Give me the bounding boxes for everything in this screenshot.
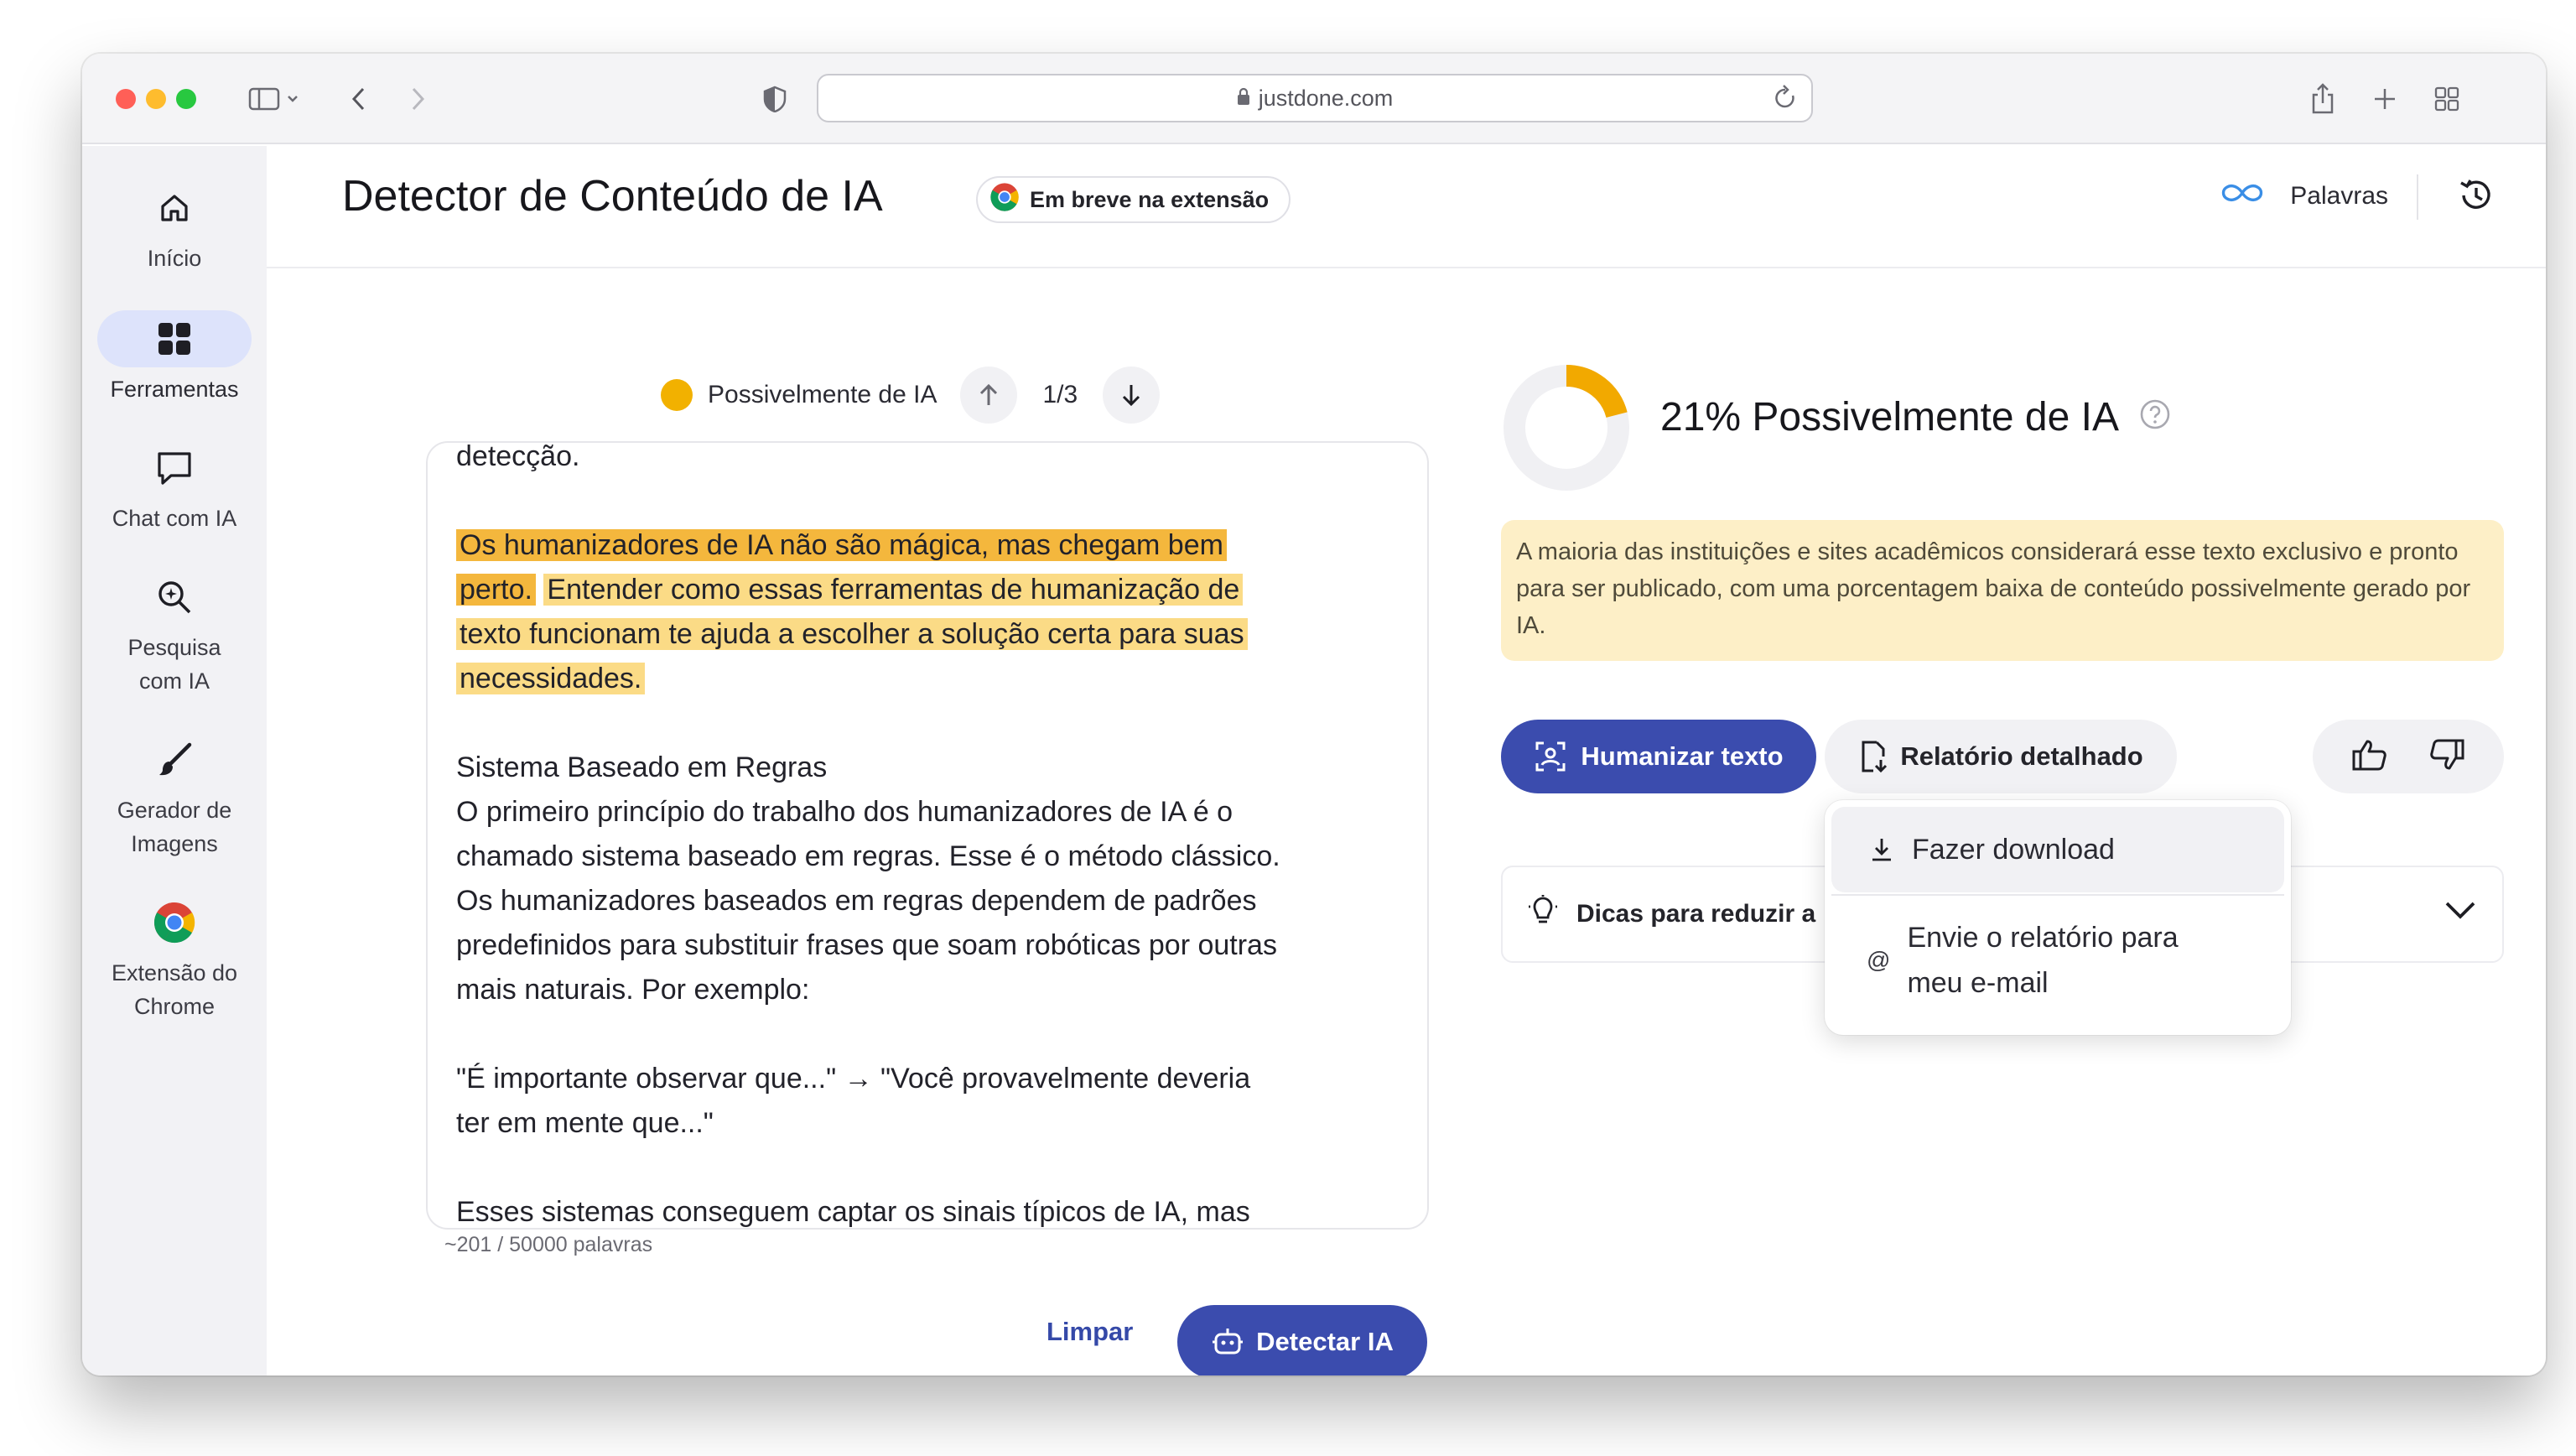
ai-segment-label: Possivelmente de IA: [708, 381, 937, 408]
sidebar-item-label: Extensão do Chrome: [111, 960, 238, 1019]
words-balance[interactable]: [2220, 171, 2388, 221]
text-line: Os humanizadores baseados em regras dependem de padrões: [456, 885, 1257, 917]
clear-button[interactable]: Limpar: [1046, 1317, 1134, 1346]
next-segment-button[interactable]: [1103, 367, 1160, 424]
download-report-option[interactable]: [1831, 807, 2284, 892]
sidebar-item-pesquisa-com-ia[interactable]: [82, 569, 267, 698]
sidebar-item-label: Chat com IA: [112, 506, 237, 531]
ai-score-donut: [1499, 361, 1633, 499]
new-tab-icon[interactable]: [2368, 77, 2402, 121]
brush-icon: [97, 731, 252, 788]
ai-segment-navigator: [661, 366, 1160, 424]
sidebar-item-inicio[interactable]: [82, 179, 267, 275]
chat-icon: [97, 439, 252, 497]
humanize-label: Humanizar texto: [1581, 741, 1784, 771]
thumbs-down-icon[interactable]: [2428, 738, 2465, 776]
highlight-soft[interactable]: Entender como essas ferramentas de humanização de: [543, 574, 1243, 606]
main-content: [267, 146, 2546, 1375]
ai-indicator-dot: [661, 379, 693, 411]
forward-arrow-icon[interactable]: [401, 77, 434, 121]
sidebar-item-chat-com-ia[interactable]: [82, 439, 267, 535]
sidebar-item-label: Gerador de Imagens: [117, 798, 232, 856]
highlight-strong[interactable]: perto.: [456, 574, 536, 606]
address-bar[interactable]: [817, 74, 1813, 122]
text-line: detecção.: [456, 441, 580, 472]
sidebar-item-label: Ferramentas: [110, 377, 239, 402]
detailed-report-label: Relatório detalhado: [1900, 741, 2143, 771]
robot-icon: [1211, 1325, 1244, 1359]
back-arrow-icon[interactable]: [342, 77, 376, 121]
extension-badge[interactable]: [976, 176, 1291, 223]
sidebar-item-label: Pesquisa com IA: [127, 635, 221, 694]
help-icon[interactable]: [2139, 394, 2171, 440]
reload-icon[interactable]: [1773, 84, 1798, 118]
words-label: Palavras: [2290, 182, 2388, 210]
extension-badge-label: Em breve na extensão: [1030, 186, 1270, 212]
grid-icon: [97, 310, 252, 367]
text-line: mais naturais. Por exemplo:: [456, 974, 810, 1006]
page-title: Detector de Conteúdo de IA: [342, 172, 883, 221]
email-report-option[interactable]: [1831, 897, 2284, 1023]
history-icon[interactable]: [2457, 176, 2496, 219]
sidebar-item-ferramentas[interactable]: [82, 310, 267, 406]
search-icon: [97, 569, 252, 626]
at-sign-icon: @: [1867, 947, 1891, 973]
url-text: justdone.com: [1258, 85, 1394, 111]
sidebar-item-gerador-de-imagens[interactable]: [82, 731, 267, 861]
result-title: [1660, 394, 2171, 440]
share-icon[interactable]: [2306, 77, 2340, 121]
browser-toolbar: [82, 54, 2546, 144]
word-count: ~201 / 50000 palavras: [444, 1233, 653, 1256]
highlight-soft[interactable]: texto funcionam te ajuda a escolher a solução certa para suas: [456, 618, 1248, 650]
header-divider: [2417, 174, 2418, 220]
text-line: O primeiro princípio do trabalho dos humanizadores de IA é o: [456, 796, 1233, 828]
text-line: "É importante observar que..." → "Você provavelmente deveria: [456, 1063, 1251, 1095]
highlight-soft[interactable]: necessidades.: [456, 663, 645, 694]
browser-window: [82, 54, 2546, 1375]
email-label-line-1: Envie o relatório para: [1907, 922, 2179, 954]
text-line: Sistema Baseado em Regras: [456, 751, 828, 783]
previous-segment-button[interactable]: [960, 367, 1017, 424]
highlight-strong[interactable]: Os humanizadores de IA não são mágica, mas chegam bem: [456, 529, 1227, 561]
sidebar-toggle-icon[interactable]: [242, 77, 309, 121]
sidebar-item-extensao-do-chrome[interactable]: [82, 894, 267, 1023]
feedback-buttons: [2313, 720, 2504, 793]
privacy-shield-icon[interactable]: [758, 77, 792, 121]
app-sidebar: [82, 146, 267, 1375]
result-score-label: 21% Possivelmente de IA: [1660, 395, 2119, 439]
text-line: Esses sistemas conseguem captar os sinais típicos de IA, mas: [456, 1196, 1250, 1228]
infinity-icon: [2220, 181, 2265, 211]
editor-content: [456, 441, 1412, 1230]
sidebar-item-label: Início: [147, 246, 202, 271]
report-dropdown-menu: [1825, 800, 2291, 1035]
page-header: [267, 146, 2546, 268]
detailed-report-button[interactable]: [1825, 720, 2177, 793]
close-window-button[interactable]: [116, 89, 136, 109]
text-editor[interactable]: [426, 441, 1429, 1230]
download-icon: [1868, 836, 1895, 863]
download-label: Fazer download: [1912, 833, 2115, 866]
tab-overview-icon[interactable]: [2430, 77, 2464, 121]
lightbulb-icon: [1526, 894, 1560, 934]
text-line: ter em mente que...": [456, 1107, 714, 1139]
result-notice: A maioria das instituições e sites acadêmicos considerará esse texto exclusivo e pronto para ser publicado, com uma porcentagem baixa de conteúdo possivelmente gerado por IA.: [1501, 520, 2504, 661]
minimize-window-button[interactable]: [146, 89, 166, 109]
humanize-icon: [1534, 740, 1567, 773]
segment-count: 1/3: [1042, 381, 1078, 408]
thumbs-up-icon[interactable]: [2351, 738, 2388, 776]
lock-icon: [1237, 86, 1250, 112]
email-label-line-2: meu e-mail: [1907, 967, 2049, 999]
text-line: chamado sistema baseado em regras. Esse é o método clássico.: [456, 840, 1280, 872]
chevron-down-icon[interactable]: [2444, 899, 2477, 928]
detect-ai-label: Detectar IA: [1256, 1327, 1394, 1356]
tips-label: Dicas para reduzir a: [1576, 900, 1816, 928]
home-icon: [97, 179, 252, 237]
zoom-window-button[interactable]: [176, 89, 196, 109]
chrome-icon: [989, 182, 1020, 218]
humanize-text-button[interactable]: [1501, 720, 1816, 793]
menu-divider: [1831, 894, 2284, 896]
document-download-icon: [1858, 740, 1888, 773]
text-line: predefinidos para substituir frases que soam robóticas por outras: [456, 929, 1277, 961]
detect-ai-button[interactable]: [1177, 1305, 1427, 1375]
chrome-icon: [97, 894, 252, 951]
